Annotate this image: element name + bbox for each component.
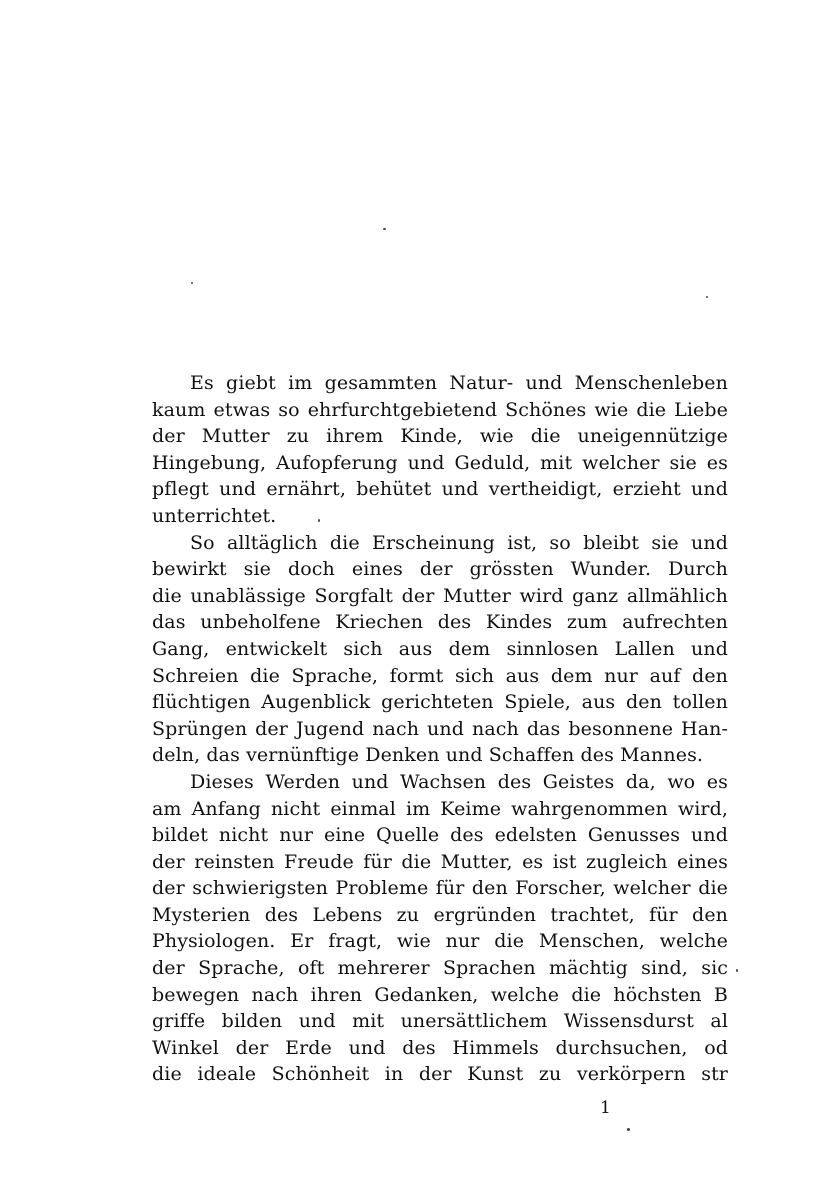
text-line: Winkel der Erde und des Himmels durchsuchen, od bbox=[152, 1036, 728, 1059]
text-line: bewirkt sie doch eines der grössten Wunder. Durch bbox=[152, 558, 728, 581]
scan-speck bbox=[191, 282, 193, 284]
text-line: So alltäglich die Erscheinung ist, so bleibt sie und bbox=[190, 531, 728, 554]
text-line: der Mutter zu ihrem Kinde, wie die uneigennützige bbox=[152, 425, 728, 448]
text-line: deln, das vernünftige Denken und Schaffen des Mannes. bbox=[152, 744, 704, 767]
scan-speck bbox=[706, 296, 708, 298]
text-line: Mysterien des Lebens zu ergründen trachtet, für den bbox=[152, 903, 728, 926]
text-line: pflegt und ernährt, behütet und vertheidigt, erzieht und bbox=[152, 478, 728, 501]
text-line: der Sprache, oft mehrerer Sprachen mächtig sind, sic bbox=[152, 957, 728, 980]
scan-speck bbox=[383, 228, 386, 230]
text-line: Physiologen. Er fragt, wie nur die Menschen, welche bbox=[152, 930, 728, 953]
text-line: Gang, entwickelt sich aus dem sinnlosen Lallen und bbox=[152, 637, 728, 660]
text-line: der reinsten Freude für die Mutter, es ist zugleich eines bbox=[152, 850, 728, 873]
text-line: Es giebt im gesammten Natur- und Menschenleben bbox=[190, 372, 728, 394]
text-line: Dieses Werden und Wachsen des Geistes da, wo es bbox=[190, 770, 728, 793]
text-line: die unablässige Sorgfalt der Mutter wird ganz allmählich bbox=[152, 584, 728, 607]
body-text bbox=[152, 370, 728, 1088]
text-line: bewegen nach ihren Gedanken, welche die höchsten B bbox=[152, 983, 728, 1006]
text-line: das unbeholfene Kriechen des Kindes zum aufrechten bbox=[152, 611, 728, 634]
page-number: 1 bbox=[600, 1098, 611, 1118]
text-line: der schwierigsten Probleme für den Forscher, welcher die bbox=[152, 877, 728, 900]
text-line: Sprüngen der Jugend nach und nach das besonnene Han- bbox=[152, 717, 728, 740]
scan-speck bbox=[736, 969, 738, 972]
text-line: kaum etwas so ehrfurchtgebietend Schönes wie die Liebe bbox=[152, 398, 728, 421]
text-line: Schreien die Sprache, formt sich aus dem nur auf den bbox=[152, 664, 728, 687]
scan-speck bbox=[627, 1128, 630, 1131]
text-line: unterrichtet. bbox=[152, 504, 277, 527]
text-line: am Anfang nicht einmal im Keime wahrgenommen wird, bbox=[152, 797, 728, 820]
text-line: bildet nicht nur eine Quelle des edelsten Genusses und bbox=[152, 824, 728, 847]
text-line: flüchtigen Augenblick gerichteten Spiele, aus den tollen bbox=[152, 691, 728, 714]
text-line: die ideale Schönheit in der Kunst zu verkörpern str bbox=[152, 1063, 728, 1086]
text-line: griffe bilden und mit unersättlichem Wissensdurst al bbox=[152, 1010, 728, 1033]
scan-speck bbox=[318, 519, 320, 522]
text-line: Hingebung, Aufopferung und Geduld, mit welcher sie es bbox=[152, 451, 728, 474]
